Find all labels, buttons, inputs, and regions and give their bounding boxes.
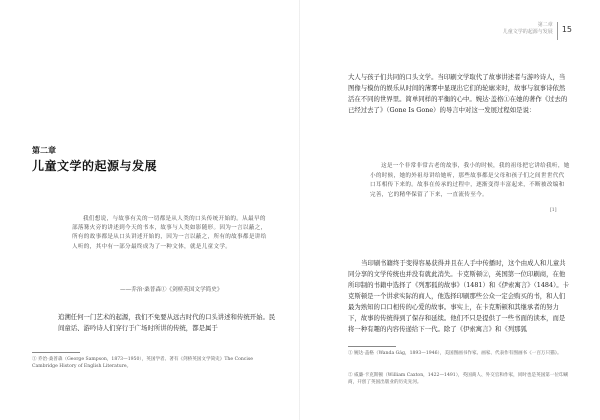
running-head-title: 儿童文学的起源与发展 xyxy=(502,29,553,35)
footnote-rule-left xyxy=(32,352,80,353)
running-head-chapter: 第二章 xyxy=(537,22,553,28)
quote-reference-mark: [1] xyxy=(550,208,557,213)
body-paragraph-top: 大人与孩子们共同的口头文学。当印刷文学取代了故事讲述者与游吟诗人，当图像与模仿的娱乐从时间的薄雾中显现出它们的轮廓来时，故事与叙事诗依然活在不同的世界里。简单同样的平衡的心中。婉达·盖格①在她的著作《过去的已经过去了》（Gone Is Gone）的导言中对这一发展过程如是说： xyxy=(348,73,568,114)
footnote-rule-right xyxy=(348,346,396,347)
running-head-divider xyxy=(557,22,558,40)
footnote-right-1: ① 婉达·盖格（Wanda Gág，1893—1946），美国图画书作家、画家、代表作有图画书《一百万只猫》。 xyxy=(348,351,562,356)
running-head-text xyxy=(503,22,553,36)
quoted-passage: 这是一个非常非常古老的故事，我小的时候，我的祖母把它讲给我听，她小的时候，她的外祖母讲给她听，那些故事都是父母和孩子们之间世世代代口耳相传下来的。故事在传承的过程中，逐渐变得丰富起来，不断被改编和完善，它的精华保留了下来，一直流传至今。 xyxy=(370,163,570,198)
footnote-right-2: ② 威廉·卡克斯顿（William Caxton，1422—1491），英国商人、外交官和作家，同时也是英国第一位印刷商，开创了英国出版业的历史先河。 xyxy=(348,373,569,386)
epigraph-text: 我们想说，与故事有关的一切都是从人类的口头传统开始的。从最早的部落篝火旁的讲述到今天的书本，故事与人类如影随形。因为一言以蔽之，所有的故事都是从口头讲述开始的，因为一言以蔽之，所有的故事都是讲给人听的，其中有一部分最终成为了一种文体，就是儿童文学。 xyxy=(72,216,267,250)
page-number: 15 xyxy=(561,25,572,34)
body-text-left: 追溯任何一门艺术的起源，我们不免要从远古时代的口头讲述和传统开始。民间童话、游吟诗人们穿行于广场时所讲的传统，都是属于 xyxy=(58,313,276,332)
running-head xyxy=(503,22,572,40)
chapter-title: 儿童文学的起源与发展 xyxy=(32,159,158,173)
right-page xyxy=(300,0,600,420)
epigraph-source: ——乔治·桑普森①《剑桥英国文学简史》 xyxy=(120,287,223,293)
footnote-left: ① 乔治·桑普森（George Sampson，1873—1950），英国学者、著有《剑桥英国文学简史》The Concise Cambridge History of English Literature。 xyxy=(32,357,253,370)
body-paragraph-main: 当印刷书籍终于变得容易获得并且在人手中传播时，这个由成人和儿童共同分享的文学传统也并没有就此消失。卡克斯顿②，英国第一位印刷商，在他所印制的书籍中选择了《列那狐的故事》（1481）和《伊索寓言》（1484）。卡克斯顿是一个讲求实际的商人，他选择印刷那些公众一定会购买的书，和人们最为熟知的口口相传的心爱的故事。事实上，在卡克斯顿和其继承者的努力下，故事的传统得到了保存和延续。他们不只是提供了一些书面的读本，而是将一种有趣的内容传递给下一代。除了《伊索寓言》和《列那狐 xyxy=(348,259,570,333)
chapter-label: 第二章 xyxy=(32,146,56,155)
